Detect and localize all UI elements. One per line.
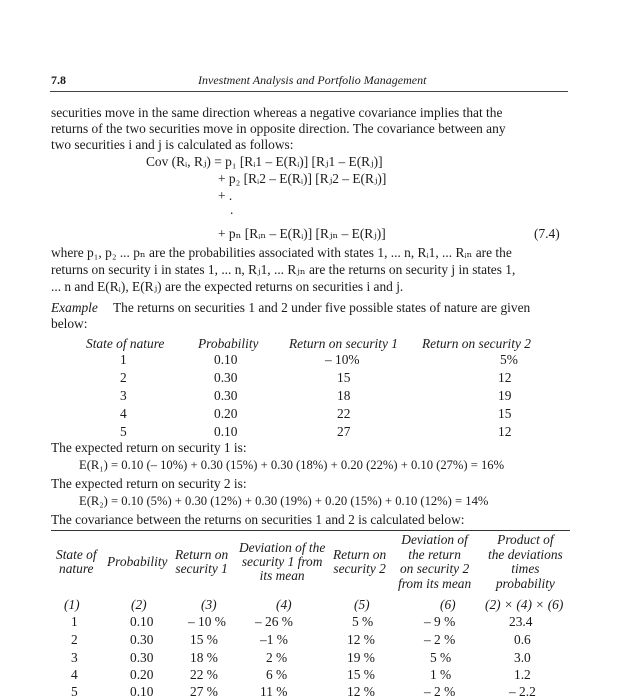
table-cell: 18 <box>337 388 351 403</box>
table-cell: – 26 % <box>255 614 293 629</box>
er2-label: The expected return on security 2 is: <box>51 476 247 491</box>
table-cell: 12 % <box>347 684 375 699</box>
formula-line-5: + pₙ [Rᵢₙ – E(Rᵢ)] [Rⱼₙ – E(Rⱼ)] <box>218 226 386 241</box>
table-cell: 5% <box>500 352 518 367</box>
table-cell: 4 <box>120 406 127 421</box>
table2-header-dev1: Deviation of the security 1 from its mean <box>239 540 326 583</box>
table2-colnum: (4) <box>276 597 292 612</box>
table-cell: 0.30 <box>214 370 238 385</box>
section-number: 7.8 <box>51 73 66 87</box>
table-cell: – 2.2 <box>509 684 536 699</box>
table2-header-product: Product of the deviations times probability <box>488 532 563 591</box>
table-cell: 0.6 <box>514 632 531 647</box>
table-cell: 5 <box>71 684 78 699</box>
table-cell: 3.0 <box>514 650 531 665</box>
table-cell: 23.4 <box>509 614 533 629</box>
intro-line-1: securities move in the same direction whereas a negative covariance implies that the <box>51 105 503 120</box>
table-cell: 1 % <box>430 667 452 682</box>
table2-colnum: (6) <box>440 597 456 612</box>
table1-header-state: State of nature <box>86 336 165 351</box>
table-cell: 18 % <box>190 650 218 665</box>
table-cell: 2 <box>71 632 78 647</box>
intro-line-3: two securities i and j is calculated as follows: <box>51 137 294 152</box>
where-line-3: ... n and E(Rᵢ), E(Rⱼ) are the expected returns on securities i and j. <box>51 279 404 294</box>
table-cell: 15 <box>337 370 351 385</box>
table-cell: 12 <box>498 370 512 385</box>
running-title: Investment Analysis and Portfolio Management <box>198 73 427 87</box>
table2-colnum: (2) <box>131 597 147 612</box>
where-line-2: returns on security i in states 1, ... n, Rⱼ1, ... Rⱼₙ are the returns on security j in states 1, <box>51 262 516 277</box>
table-cell: 15 <box>498 406 512 421</box>
table1-header-prob: Probability <box>198 336 259 351</box>
table-cell: –1 % <box>260 632 288 647</box>
formula-line-2: + p₂ [Rᵢ2 – E(Rᵢ)] [Rⱼ2 – E(Rⱼ)] <box>218 171 387 186</box>
table-cell: 0.10 <box>130 684 154 699</box>
table-cell: 0.10 <box>214 424 238 439</box>
table-cell: 0.30 <box>130 650 154 665</box>
table2-colnum: (2) × (4) × (6) <box>485 597 564 612</box>
table-cell: 22 % <box>190 667 218 682</box>
table-cell: 0.20 <box>130 667 154 682</box>
table-cell: 12 <box>498 424 512 439</box>
intro-line-2: returns of the two securities move in opposite direction. The covariance between any <box>51 121 506 136</box>
example-line-2: below: <box>51 316 88 331</box>
formula-line-4: . <box>230 202 234 217</box>
where-line-1: where p₁, p₂ ... pₙ are the probabilities associated with states 1, ... n, Rᵢ1, ... Rᵢₙ are the <box>51 245 512 260</box>
er1-label: The expected return on security 1 is: <box>51 440 247 455</box>
table-cell: 1 <box>120 352 127 367</box>
table-cell: 1.2 <box>514 667 531 682</box>
table-cell: – 9 % <box>424 614 456 629</box>
er1-equation: E(R₁) = 0.10 (– 10%) + 0.30 (15%) + 0.30 (18%) + 0.20 (22%) + 0.10 (27%) = 16% <box>79 458 505 472</box>
table2-colnum: (5) <box>354 597 370 612</box>
cov-label: The covariance between the returns on securities 1 and 2 is calculated below: <box>51 512 465 527</box>
table-cell: – 2 % <box>424 632 456 647</box>
equation-number: (7.4) <box>534 226 560 241</box>
example-label: Example <box>51 300 98 315</box>
table-cell: – 2 % <box>424 684 456 699</box>
table-cell: 1 <box>71 614 78 629</box>
table2-header-ret2: Return on security 2 <box>333 547 387 576</box>
table2-top-rule <box>51 530 570 531</box>
table-cell: 27 % <box>190 684 218 699</box>
table2-colnum: (3) <box>201 597 217 612</box>
table-cell: 15 % <box>190 632 218 647</box>
formula-line-3: + . <box>218 188 233 203</box>
table2-header-dev2: Deviation of the return on security 2 from its mean <box>398 532 472 591</box>
table-cell: 2 <box>120 370 127 385</box>
table-cell: 5 % <box>430 650 452 665</box>
table-cell: 0.30 <box>214 388 238 403</box>
table2-header-ret1: Return on security 1 <box>175 547 229 576</box>
table2-colnum: (1) <box>64 597 80 612</box>
table1-header-ret2: Return on security 2 <box>422 336 531 351</box>
table-cell: 0.10 <box>130 614 154 629</box>
table-cell: 0.30 <box>130 632 154 647</box>
table-cell: 11 % <box>260 684 288 699</box>
table-cell: 15 % <box>347 667 375 682</box>
table-cell: 2 % <box>266 650 288 665</box>
table-cell: 3 <box>120 388 127 403</box>
table-cell: – 10 % <box>188 614 226 629</box>
table-cell: 5 <box>120 424 127 439</box>
example-line-1: The returns on securities 1 and 2 under five possible states of nature are given <box>113 300 531 315</box>
table-cell: 6 % <box>266 667 288 682</box>
formula-line-1: Cov (Rᵢ, Rⱼ) = p₁ [Rᵢ1 – E(Rᵢ)] [Rⱼ1 – E(Rⱼ)] <box>146 154 383 169</box>
table-cell: 19 <box>498 388 512 403</box>
table-cell: 0.10 <box>214 352 238 367</box>
table-cell: 12 % <box>347 632 375 647</box>
table-cell: 22 <box>337 406 351 421</box>
table-cell: 19 % <box>347 650 375 665</box>
header-rule <box>50 91 568 92</box>
table-cell: 0.20 <box>214 406 238 421</box>
table2-header-state: State of nature <box>56 547 97 576</box>
table-cell: 5 % <box>352 614 374 629</box>
table-cell: 3 <box>71 650 78 665</box>
table-cell: – 10% <box>325 352 360 367</box>
table-cell: 4 <box>71 667 78 682</box>
table1-header-ret1: Return on security 1 <box>289 336 398 351</box>
table-cell: 27 <box>337 424 351 439</box>
table2-header-prob: Probability <box>107 554 168 569</box>
er2-equation: E(R₂) = 0.10 (5%) + 0.30 (12%) + 0.30 (19%) + 0.20 (15%) + 0.10 (12%) = 14% <box>79 494 489 508</box>
